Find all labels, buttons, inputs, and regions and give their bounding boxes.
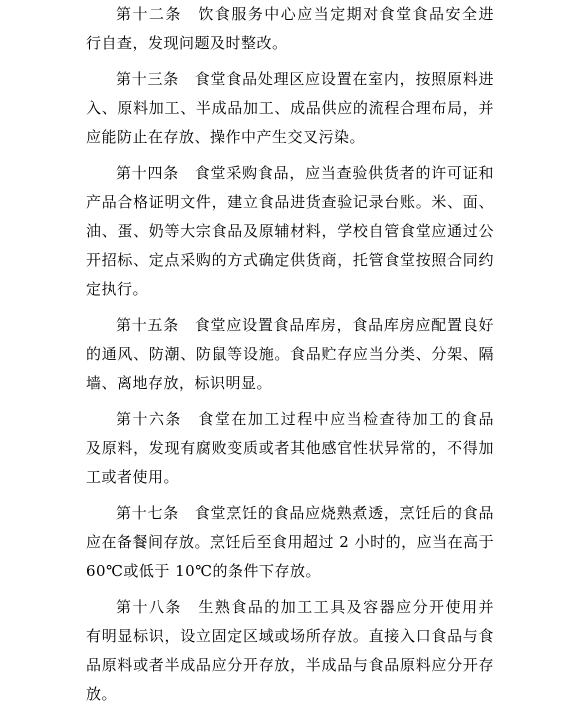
text-line: 入、原料加工、半成品加工、成品供应的流程合理布局，并 — [86, 99, 494, 117]
text-line: 定执行。 — [86, 280, 149, 298]
text-line: 开招标、定点采购的方式确定供货商，托管食堂按照合同约 — [86, 251, 494, 269]
text-line: 第十六条 食堂在加工过程中应当检查待加工的食品 — [116, 410, 494, 428]
document-page — [86, 0, 495, 703]
text-line: 行自查，发现问题及时整改。 — [86, 34, 288, 52]
text-line: 的通风、防潮、防鼠等设施。食品贮存应当分类、分架、隔 — [86, 345, 494, 363]
text-line: 放。 — [86, 685, 118, 703]
text-line: 60℃或低于 10℃的条件下存放。 — [86, 562, 322, 580]
text-line: 工或者使用。 — [86, 468, 180, 486]
text-line: 第十二条 饮食服务中心应当定期对食堂食品安全进 — [116, 5, 494, 23]
article-15 — [86, 311, 494, 398]
text-line: 第十四条 食堂采购食品，应当查验供货者的许可证和 — [116, 164, 494, 182]
article-14 — [86, 159, 494, 304]
text-line: 品原料或者半成品应分开存放，半成品与食品原料应分开存 — [86, 656, 494, 674]
text-line: 应在备餐间存放。烹饪后至食用超过 2 小时的，应当在高于 — [86, 533, 495, 551]
article-16 — [86, 405, 494, 492]
text-line: 第十七条 食堂烹饪的食品应烧熟煮透，烹饪后的食品 — [116, 504, 494, 522]
text-line: 应能防止在存放、操作中产生交叉污染。 — [86, 128, 366, 146]
text-line: 第十八条 生熟食品的加工工具及容器应分开使用并 — [116, 598, 494, 616]
text-line: 产品合格证明文件，建立食品进货查验记录台账。米、面、 — [86, 193, 494, 211]
text-line: 油、蛋、奶等大宗食品及原辅材料，学校自管食堂应通过公 — [86, 222, 494, 240]
text-line: 第十三条 食堂食品处理区应设置在室内，按照原料进 — [116, 70, 494, 88]
text-line: 墙、离地存放，标识明显。 — [86, 374, 273, 392]
article-12 — [86, 0, 494, 58]
article-17 — [86, 499, 494, 586]
article-18 — [86, 593, 494, 709]
article-13 — [86, 65, 494, 152]
text-line: 及原料，发现有腐败变质或者其他感官性状异常的，不得加 — [86, 439, 494, 457]
text-line: 第十五条 食堂应设置食品库房，食品库房应配置良好 — [116, 316, 494, 334]
text-line: 有明显标识，设立固定区域或场所存放。直接入口食品与食 — [86, 627, 494, 645]
